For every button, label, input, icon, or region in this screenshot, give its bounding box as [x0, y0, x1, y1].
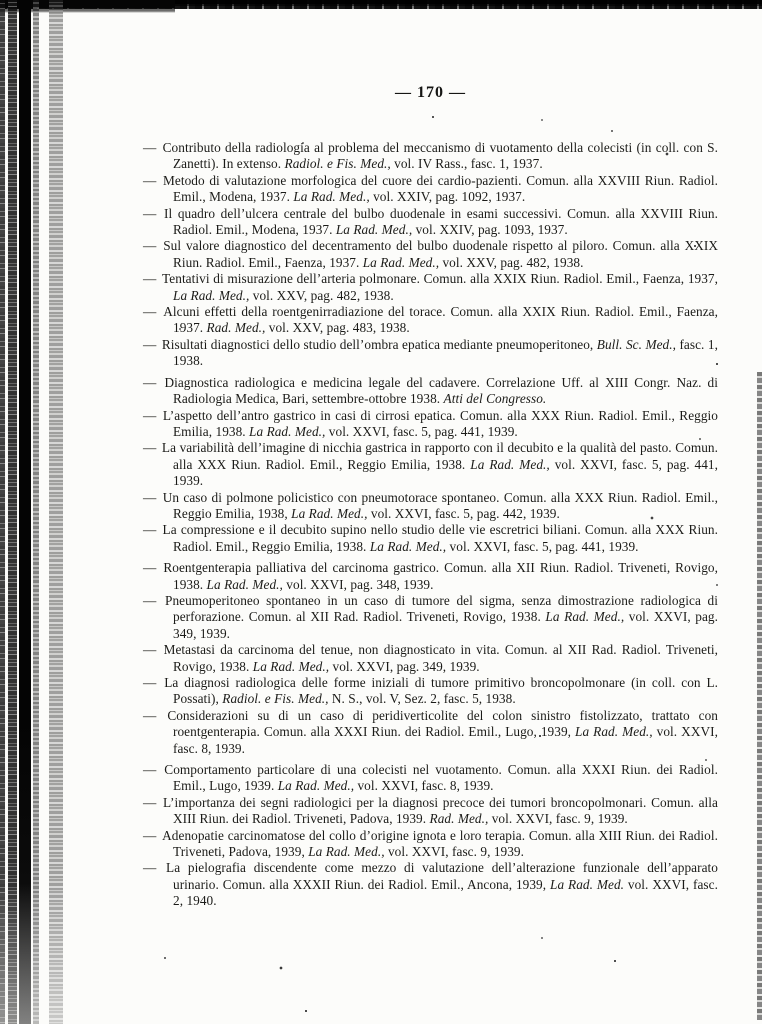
entry-text: vol. XXVI, fasc. 5, pag. 442, 1939. — [367, 505, 560, 521]
journal-title-italic: Atti del Congresso. — [443, 391, 547, 407]
journal-title-italic: La Rad. Med., — [545, 609, 625, 625]
bibliography-entry — [143, 593, 718, 642]
entry-text: vol. IV Rass., fasc. 1, 1937. — [390, 156, 543, 172]
bibliography-entry — [143, 860, 718, 909]
entry-text: vol. XXVI, fasc. 5, pag. 441, 1939. — [173, 456, 718, 489]
bibliography-entry — [143, 762, 718, 795]
entry-text: vol. XXIV, pag. 1092, 1937. — [369, 189, 526, 205]
bibliography-entry — [143, 304, 718, 337]
entry-dash-marker: — — [143, 827, 161, 843]
bibliography-entry — [143, 440, 718, 489]
binding-streak — [8, 0, 17, 1024]
bibliography-entry — [143, 238, 718, 271]
entry-dash-marker: — — [143, 336, 160, 352]
bibliography-entry — [143, 206, 718, 239]
journal-title-italic: La Rad. Med., — [308, 844, 385, 860]
entry-dash-marker: — — [143, 304, 162, 320]
journal-title-italic: La Rad. Med., — [335, 222, 413, 238]
entry-text: Comportamento particolare di una colecisti nel vuotamento. Comun. alla XXXI Riun. dei Radiol. Emil., Lugo, 1939. — [164, 762, 718, 794]
entry-text: vol. XXIV, pag. 1093, 1937. — [412, 222, 568, 238]
journal-title-italic: La Rad. Med., — [173, 287, 250, 303]
binding-streak — [33, 0, 39, 1024]
entry-dash-marker: — — [143, 271, 161, 287]
journal-title-italic: La Rad. Med., — [249, 423, 326, 439]
entry-dash-marker: — — [143, 374, 163, 390]
entry-text: Contributo della radiologia al problema del meccanismo di vuotamento della colecisti (in coll. con S. Zanetti). In extenso. — [162, 140, 718, 172]
bibliography-entry — [143, 140, 718, 173]
entry-text: fasc. 1, 1938. — [173, 336, 718, 369]
bibliography-entry — [143, 522, 718, 555]
bibliography-entry — [143, 675, 718, 708]
journal-title-italic: La Rad. Med., — [277, 778, 355, 794]
bibliography-entry — [143, 173, 718, 206]
entry-text: Il quadro dell’ulcera centrale del bulbo duodenale in esami successivi. Comun. alla XXVIII Riun. Radiol. Emil., Modena, 1937. — [163, 205, 718, 238]
entry-dash-marker: — — [143, 440, 160, 456]
entry-text: La variabilità dell’imagine di nicchia gastrica in rapporto con il decubito e la qualità del pasto. Comun. alla XXX Riun. Radiol. Emil., Reggio Emilia, 1938. — [161, 440, 718, 472]
bibliography-list — [143, 140, 718, 910]
entry-dash-marker: — — [143, 707, 166, 723]
entry-text: vol. XXVI, fasc. 8, 1939. — [173, 724, 718, 756]
entry-text: L’aspetto dell’antro gastrico in casi di cirrosi epatica. Comun. alla XXX Riun. Radiol. Emil., Reggio Emilia, 1938. — [162, 407, 718, 439]
bibliography-entry — [143, 828, 718, 861]
bibliography-entry — [143, 375, 718, 408]
page-number: — 170 — — [395, 84, 466, 101]
binding-streak — [0, 0, 5, 1024]
entry-dash-marker: — — [143, 407, 161, 423]
entry-text: Alcuni effetti della roentgenirradiazione del torace. Comun. alla XXIX Riun. Radiol. Emil., Faenza, 1937. — [163, 304, 718, 336]
entry-text: vol. XXVI, fasc. 9, 1939. — [384, 844, 524, 860]
bibliography-entry — [143, 337, 718, 370]
entry-dash-marker: — — [143, 560, 162, 576]
entry-text: Tentativi di misurazione dell’arteria polmonare. Comun. alla XXIX Riun. Radiol. Emil., Faenza, 1937, — [162, 271, 718, 287]
entry-text: La diagnosi radiologica delle forme iniziali di tumore primitivo broncopolmonare (in coll. con L. Possati), — [164, 675, 718, 707]
journal-title-italic: La Rad. Med., — [470, 456, 550, 472]
entry-dash-marker: — — [143, 860, 165, 876]
entry-dash-marker: — — [143, 522, 161, 538]
journal-title-italic: Radiol. e Fis. Med., — [284, 156, 391, 172]
entry-dash-marker: — — [143, 794, 162, 810]
entry-dash-marker: — — [143, 762, 163, 778]
journal-title-italic: La Rad. Med. — [550, 876, 625, 892]
bibliography-entry — [143, 271, 718, 304]
entry-text: La pielografia discendente come mezzo di valutazione dell’alterazione funzionale dell’apparato urinario. Comun. alla XXXII Riun. dei Radiol. Emil., Ancona, 1939, — [166, 860, 718, 892]
entry-text: Metastasi da carcinoma del tenue, non diagnosticato in vita. Comun. al XII Rad. Radiol. Triveneti, Rovigo, 1938. — [163, 642, 718, 674]
entry-text: La compressione e il decubito supino nello studio delle vie escretrici biliani. Comun. alla XXX Riun. Radiol. Emil., Reggio Emilia, 1938. — [162, 522, 718, 554]
entry-text: Considerazioni su di un caso di peridiverticolite del colon sinistro fistolizzato, trattato con roentgenterapia. Comun. alla XXXI Riun. dei Radiol. Emil., Lugo, 1939, — [167, 707, 718, 740]
entry-dash-marker: — — [143, 642, 162, 658]
entry-text: Diagnostica radiologica e medicina legale del cadavere. Correlazione Uff. al XIII Congr. Naz. di Radiologia Medica, Bari, settembre-ottobre 1938. — [164, 374, 718, 407]
bibliography-entry — [143, 560, 718, 593]
entry-text: vol. XXVI, fasc. 5, pag. 441, 1939. — [446, 538, 639, 554]
entry-dash-marker: — — [143, 238, 162, 254]
entry-text: Metodo di valutazione morfologica del cuore dei cardio-pazienti. Comun. alla XXVIII Riun. Radiol. Emil., Modena, 1937. — [163, 172, 718, 205]
binding-streak — [19, 0, 31, 1024]
journal-title-italic: Radiol. e Fis. Med., — [222, 691, 329, 707]
entry-text: Sul valore diagnostico del decentramento del bulbo duodenale rispetto al piloro. Comun. alla XXIX Riun. Radiol. Emil., Faenza, 1937. — [163, 238, 718, 270]
journal-title-italic: La Rad. Med., — [362, 254, 440, 270]
entry-text: Un caso di polmone policistico con pneumotorace spontaneo. Comun. alla XXX Riun. Radiol. Emil., Reggio Emilia, 1938, — [162, 489, 718, 521]
entry-text: vol. XXV, pag. 482, 1938. — [249, 287, 394, 303]
entry-dash-marker: — — [143, 205, 162, 221]
bibliography-entry — [143, 795, 718, 828]
entry-text: L’importanza dei segni radiologici per la diagnosi precoce dei tumori broncopolmonari. Comun. alla XIII Riun. dei Radiol. Triveneti, Padova, 1939. — [163, 794, 718, 827]
entry-text: vol. XXVI, fasc. 8, 1939. — [354, 778, 494, 794]
entry-text: N. S., vol. V, Sez. 2, fasc. 5, 1938. — [328, 691, 516, 707]
bibliography-entry — [143, 708, 718, 757]
entry-text: Roentgenterapia palliativa del carcinoma gastrico. Comun. alla XII Riun. Radiol. Triveneti, Rovigo, 1938. — [163, 560, 718, 592]
entry-text: Risultati diagnostici dello studio dell’ombra epatica mediante pneumoperitoneo, — [161, 336, 597, 352]
entry-text: vol. XXVI, pag. 348, 1939. — [282, 576, 434, 592]
entry-dash-marker: — — [143, 172, 162, 188]
entry-dash-marker: — — [143, 592, 163, 608]
journal-title-italic: Bull. Sc. Med., — [596, 336, 676, 352]
entry-text: vol. XXVI, pag. 349, 1939. — [329, 658, 480, 674]
entry-dash-marker: — — [143, 675, 163, 690]
binding-streak — [49, 0, 63, 1024]
entry-text: vol. XXVI, fasc. 9, 1939. — [488, 811, 628, 827]
entry-dash-marker: — — [143, 140, 161, 155]
journal-title-italic: Rad. Med., — [429, 811, 489, 827]
scan-edge-right — [757, 372, 762, 1020]
journal-title-italic: La Rad. Med., — [293, 189, 370, 205]
entry-text: vol. XXVI, fasc. 5, pag. 441, 1939. — [325, 423, 518, 439]
entry-text: Adenopatie carcinomatose del collo d’origine ignota e loro terapia. Comun. alla XIII Riun. dei Radiol. Triveneti, Padova, 1939, — [162, 827, 718, 860]
journal-title-italic: La Rad. Med., — [575, 724, 653, 740]
journal-title-italic: La Rad. Med., — [291, 505, 368, 521]
journal-title-italic: La Rad. Med., — [369, 538, 447, 554]
entry-text: vol. XXVI, fasc. 2, 1940. — [173, 876, 718, 909]
bibliography-entry — [143, 490, 718, 523]
journal-title-italic: La Rad. Med., — [206, 576, 283, 592]
journal-title-italic: Rad. Med., — [206, 320, 266, 336]
entry-text: vol. XXV, pag. 482, 1938. — [439, 254, 584, 270]
entry-dash-marker: — — [143, 489, 161, 505]
entry-text: Pneumoperitoneo spontaneo in un caso di tumore del sigma, senza dimostrazione radiologica di perforazione. Comun. al XII Rad. Radiol. Triveneti, Rovigo, 1938. — [165, 592, 718, 625]
entry-text: vol. XXV, pag. 483, 1938. — [265, 320, 410, 336]
bibliography-entry — [143, 408, 718, 441]
journal-title-italic: La Rad. Med., — [252, 658, 330, 674]
bibliography-entry — [143, 642, 718, 675]
entry-text: vol. XXVI, pag. 349, 1939. — [173, 609, 719, 641]
